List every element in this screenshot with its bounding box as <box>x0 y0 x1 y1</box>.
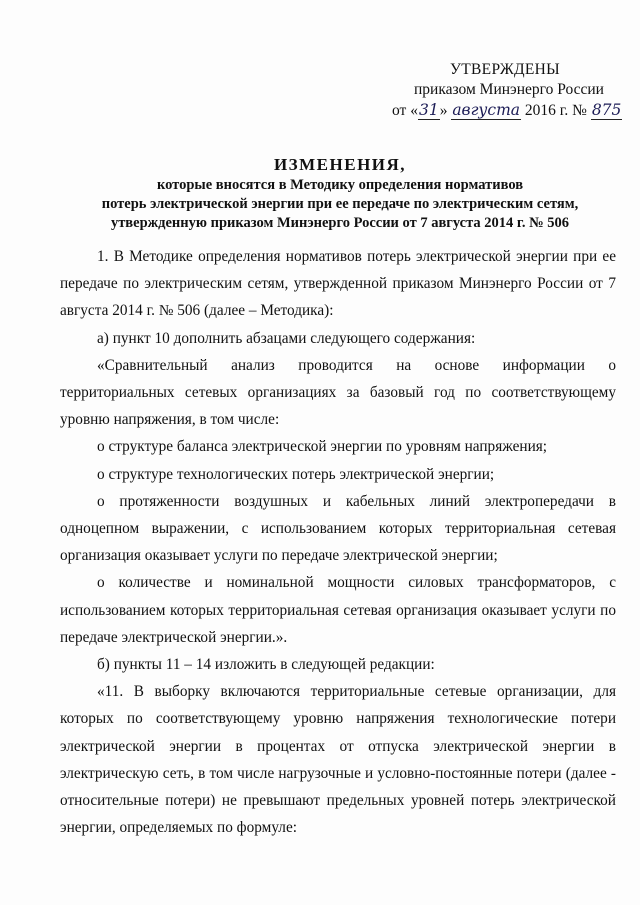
paragraph-6: о протяженности воздушных и кабельных линий электропередачи в одноцепном выражении, с использованием которых территориальная сетевая организация оказывает услуги по передаче электрической энергии; <box>60 492 616 565</box>
date-year: 2016 г. № <box>521 102 591 119</box>
paragraph-8: б) пункты 11 – 14 изложить в следующей редакции: <box>97 656 435 674</box>
approval-stamp <box>392 60 622 121</box>
document-body <box>60 243 616 841</box>
paragraph-5: о структуре технологических потерь электрической энергии; <box>97 465 495 483</box>
handwritten-number: 875 <box>591 101 622 119</box>
approval-order-line: приказом Минэнерго России <box>414 81 604 98</box>
handwritten-month: августа <box>452 101 521 119</box>
paragraph-3: «Сравнительный анализ проводится на основе информации о территориальных сетевых организациях за базовый год по соответствующему уровню напряжения, в том числе: <box>60 356 616 429</box>
heading-subtitle-line-1: которые вносятся в Методику определения нормативов <box>156 177 524 193</box>
handwritten-day: 31 <box>418 101 439 119</box>
approval-date-line <box>392 100 622 121</box>
paragraph-9: «11. В выборку включаются территориальные сетевые организации, для которых по соответствующему уровню напряжения технологические потери электрической энергии в процентах от отпуска электрической энергии в электрическую сеть, в том числе нагрузочные и условно-постоянные потери (далее - относительные потери) не превышают предельных уровней потерь электрической энергии, определяемых по формуле: <box>60 683 616 837</box>
paragraph-2: а) пункт 10 дополнить абзацами следующего содержания: <box>97 329 476 347</box>
paragraph-4: о структуре баланса электрической энергии по уровням напряжения; <box>97 438 548 456</box>
date-mid: » <box>439 102 452 119</box>
date-prefix: от « <box>392 102 418 119</box>
document-heading <box>60 154 620 233</box>
approval-title: УТВЕРЖДЕНЫ <box>450 61 560 78</box>
paragraph-1: 1. В Методике определения нормативов потерь электрической энергии при ее передаче по электрическим сетям, утвержденной приказом Минэнерго России от 7 августа 2014 г. № 506 (далее – Методика): <box>60 248 616 320</box>
heading-title: ИЗМЕНЕНИЯ, <box>273 155 407 174</box>
heading-subtitle-line-2: потерь электрической энергии при ее передаче по электрическим сетям, <box>101 196 579 212</box>
paragraph-7: о количестве и номинальной мощности силовых трансформаторов, с использованием которых территориальная сетевая организация оказывает услуги по передаче электрической энергии.». <box>60 574 616 646</box>
heading-subtitle-line-3: утвержденную приказом Минэнерго России от 7 августа 2014 г. № 506 <box>110 215 570 231</box>
